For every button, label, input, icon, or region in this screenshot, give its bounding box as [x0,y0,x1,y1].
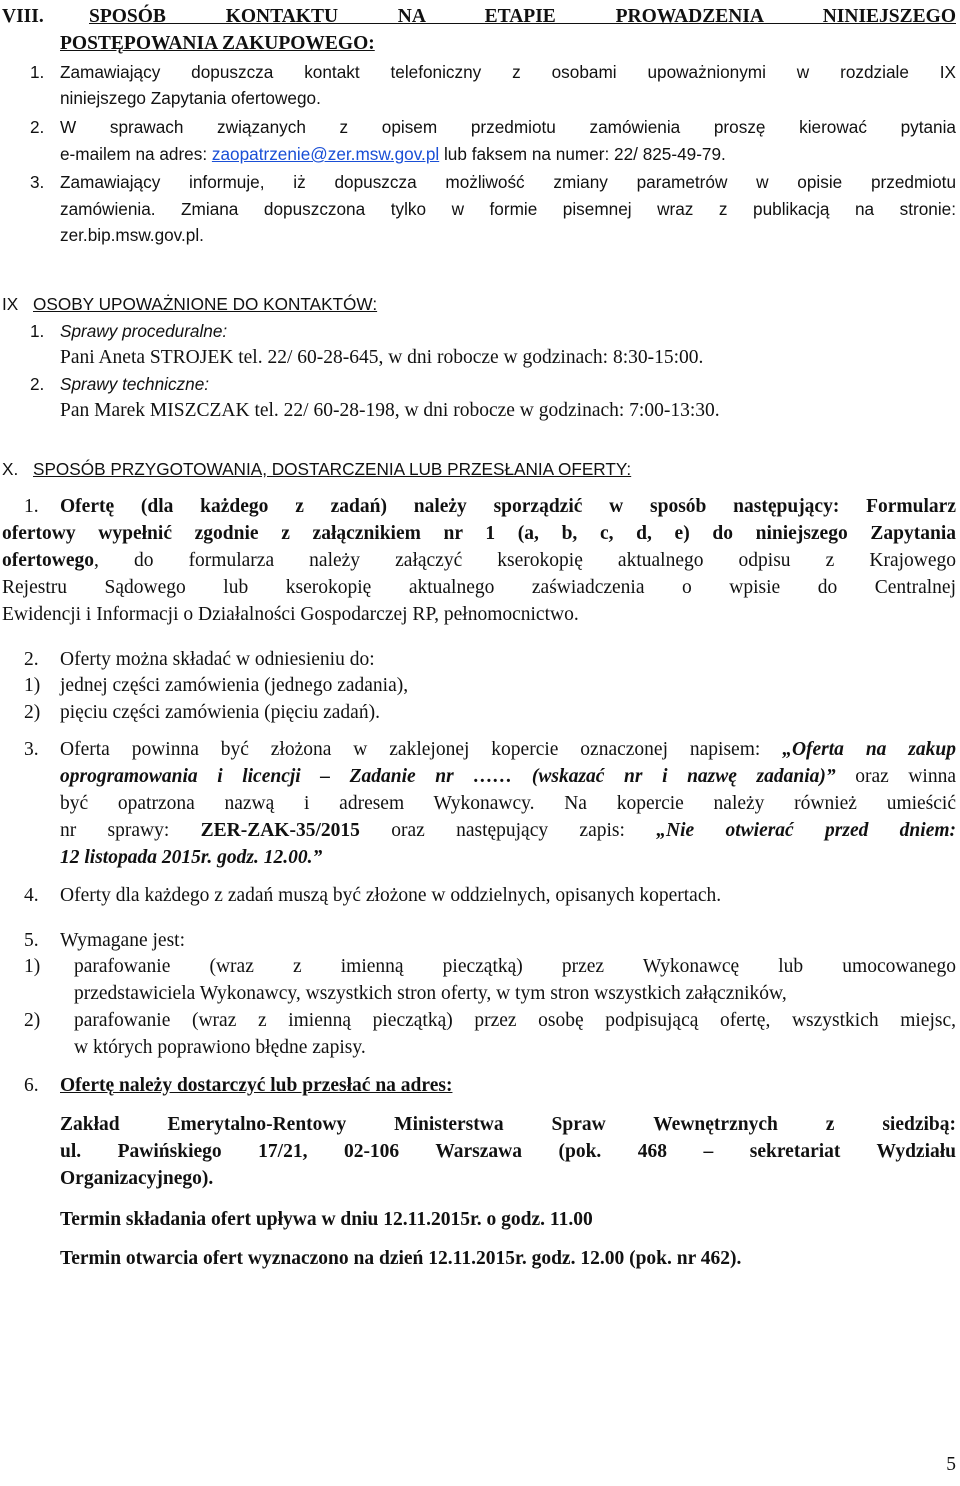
s10-p2-sub1-text: jednej części zamówienia (jednego zadania), [60,675,409,696]
s10-p3-line2-quote: oprogramowania i licencji – Zadanie nr …… (wskazać nr i nazwę zadania)” [60,766,836,787]
s10-p3-line1 [60,736,956,763]
s10-p5-sub2-line2: w których poprawiono błędne zapisy. [74,1037,366,1058]
s9-item2-label: Sprawy techniczne: [60,374,210,394]
section-x-number: X. [2,459,19,479]
s10-p5-sub2-number: 2) [24,1010,41,1031]
s10-p5-sub2-line1: parafowanie (wraz z imienną pieczątką) przez osobę podpisującą ofertę, wszystkich miejsc, [74,1010,956,1031]
s10-p3-line3: być opatrzona nazwą i adresem Wykonawcy. Na kopercie należy również umieścić [60,793,956,814]
address-line3: Organizacyjnego). [60,1168,214,1189]
s10-p1-line3-bold: ofertowego [2,550,95,571]
s8-item1-line1: Zamawiający dopuszcza kontakt telefoniczny z osobami upoważnionymi w rozdziale IX [60,62,956,82]
opening-date: Termin otwarcia ofert wyznaczono na dzień 12.11.2015r. godz. 12.00 (pok. nr 462). [60,1248,742,1269]
s10-p5-number: 5. [24,930,39,951]
s8-item2-line2 [60,141,726,167]
s10-p4-number: 4. [24,885,39,906]
s10-p3-line4-quote: „Nie otwierać przed dniem: [656,820,957,841]
s10-p1-line3 [2,547,956,574]
s10-p1-line5: Ewidencji i Informacji o Działalności Gospodarczej RP, pełnomocnictwo. [2,604,579,625]
s10-p6-heading: Ofertę należy dostarczyć lub przesłać na adres: [60,1075,453,1096]
s9-item1-label: Sprawy proceduralne: [60,321,228,341]
s10-p3-line4-mid: oraz następujący zapis: [359,820,657,841]
s10-p4-text: Oferty dla każdego z zadań muszą być złożone w oddzielnych, opisanych kopertach. [60,885,722,906]
s8-item1-number: 1. [30,62,45,82]
s9-item1-number: 1. [30,321,45,341]
s8-item1-line2: niniejszego Zapytania ofertowego. [60,88,321,108]
s10-p3-line4 [60,817,956,844]
s10-p1-line1: Ofertę (dla każdego z zadań) należy sporządzić w sposób następujący: Formularz [60,496,956,517]
section-viii-heading-line2: POSTĘPOWANIA ZAKUPOWEGO: [60,33,375,54]
s10-p2-sub1-number: 1) [24,675,41,696]
section-ix-number: IX [2,294,19,314]
s10-p1-line4: Rejestru Sądowego lub kserokopię aktualnego zaświadczenia o wpisie do Centralnej [2,577,956,598]
s8-item3-line3: zer.bip.msw.gov.pl. [60,225,204,245]
s10-p3-line2 [60,763,956,790]
address-line2: ul. Pawińskiego 17/21, 02-106 Warszawa (pok. 468 – sekretariat Wydziału [60,1141,956,1162]
s10-p2-sub2-number: 2) [24,702,41,723]
s9-item2-detail: Pan Marek MISZCZAK tel. 22/ 60-28-198, w dni robocze w godzinach: 7:00-13:30. [60,400,720,421]
s8-item2-fax: lub faksem na numer: 22/ 825-49-79. [439,144,726,164]
s10-p5-sub1-line2: przedstawiciela Wykonawcy, wszystkich stron oferty, w tym stron wszystkich załączników, [74,983,787,1004]
s8-item2-email-prefix: e-mailem na adres: [60,144,212,164]
s10-p1-number: 1. [24,496,39,517]
s10-p3-line5 [60,844,322,871]
s10-p3-line2-text: oraz winna [835,766,956,787]
page-number: 5 [946,1454,956,1475]
section-ix-heading: OSOBY UPOWAŻNIONE DO KONTAKTÓW: [33,294,378,314]
s8-item3-line1: Zamawiający informuje, iż dopuszcza możliwość zmiany parametrów w opisie przedmiotu [60,172,956,192]
s9-item2-number: 2. [30,374,45,394]
s10-p3-line4-pre: nr sprawy: [60,820,201,841]
address-line1: Zakład Emerytalno-Rentowy Ministerstwa Spraw Wewnętrznych z siedzibą: [60,1114,956,1135]
s10-p3-line1-quote: „Oferta na zakup [782,739,956,760]
submission-deadline: Termin składania ofert upływa w dniu 12.11.2015r. o godz. 11.00 [60,1209,593,1230]
s10-p2-sub2-text: pięciu części zamówienia (pięciu zadań). [60,702,380,723]
s8-item3-number: 3. [30,172,45,192]
section-viii-heading-line1: SPOSÓB KONTAKTU NA ETAPIE PROWADZENIA NINIEJSZEGO [89,6,956,27]
s10-p2-number: 2. [24,649,39,670]
s10-p2-text: Oferty można składać w odniesieniu do: [60,649,375,670]
section-x-heading: SPOSÓB PRZYGOTOWANIA, DOSTARCZENIA LUB PRZESŁANIA OFERTY: [33,459,632,479]
email-link[interactable]: zaopatrzenie@zer.msw.gov.pl [211,144,440,164]
s10-p1-line3-rest: , do formularza należy załączyć kserokopię aktualnego odpisu z Krajowego [94,550,956,571]
s8-item2-number: 2. [30,117,45,137]
s8-item3-line2: zamówienia. Zmiana dopuszczona tylko w formie pisemnej wraz z publikacją na stronie: [60,199,956,219]
s9-item1-detail: Pani Aneta STROJEK tel. 22/ 60-28-645, w dni robocze w godzinach: 8:30-15:00. [60,347,704,368]
s10-p5-text: Wymagane jest: [60,930,185,951]
section-viii-number: VIII. [2,6,44,27]
s10-p6-number: 6. [24,1075,39,1096]
s10-p1-line2: ofertowy wypełnić zgodnie z załącznikiem nr 1 (a, b, c, d, e) do niniejszego Zapytania [2,523,956,544]
s10-p3-line5-closing-quote: ” [312,847,323,868]
s10-p3-number: 3. [24,739,39,760]
s10-p5-sub1-number: 1) [24,956,41,977]
case-number: ZER-ZAK-35/2015 [200,820,360,841]
s10-p5-sub1-line1: parafowanie (wraz z imienną pieczątką) przez Wykonawcę lub umocowanego [74,956,956,977]
s8-item2-line1: W sprawach związanych z opisem przedmiotu zamówienia proszę kierować pytania [60,117,956,137]
s10-p3-line5-quote: 12 listopada 2015r. godz. 12.00. [60,847,313,868]
s10-p3-line1-text: Oferta powinna być złożona w zaklejonej kopercie oznaczonej napisem: [60,739,783,760]
